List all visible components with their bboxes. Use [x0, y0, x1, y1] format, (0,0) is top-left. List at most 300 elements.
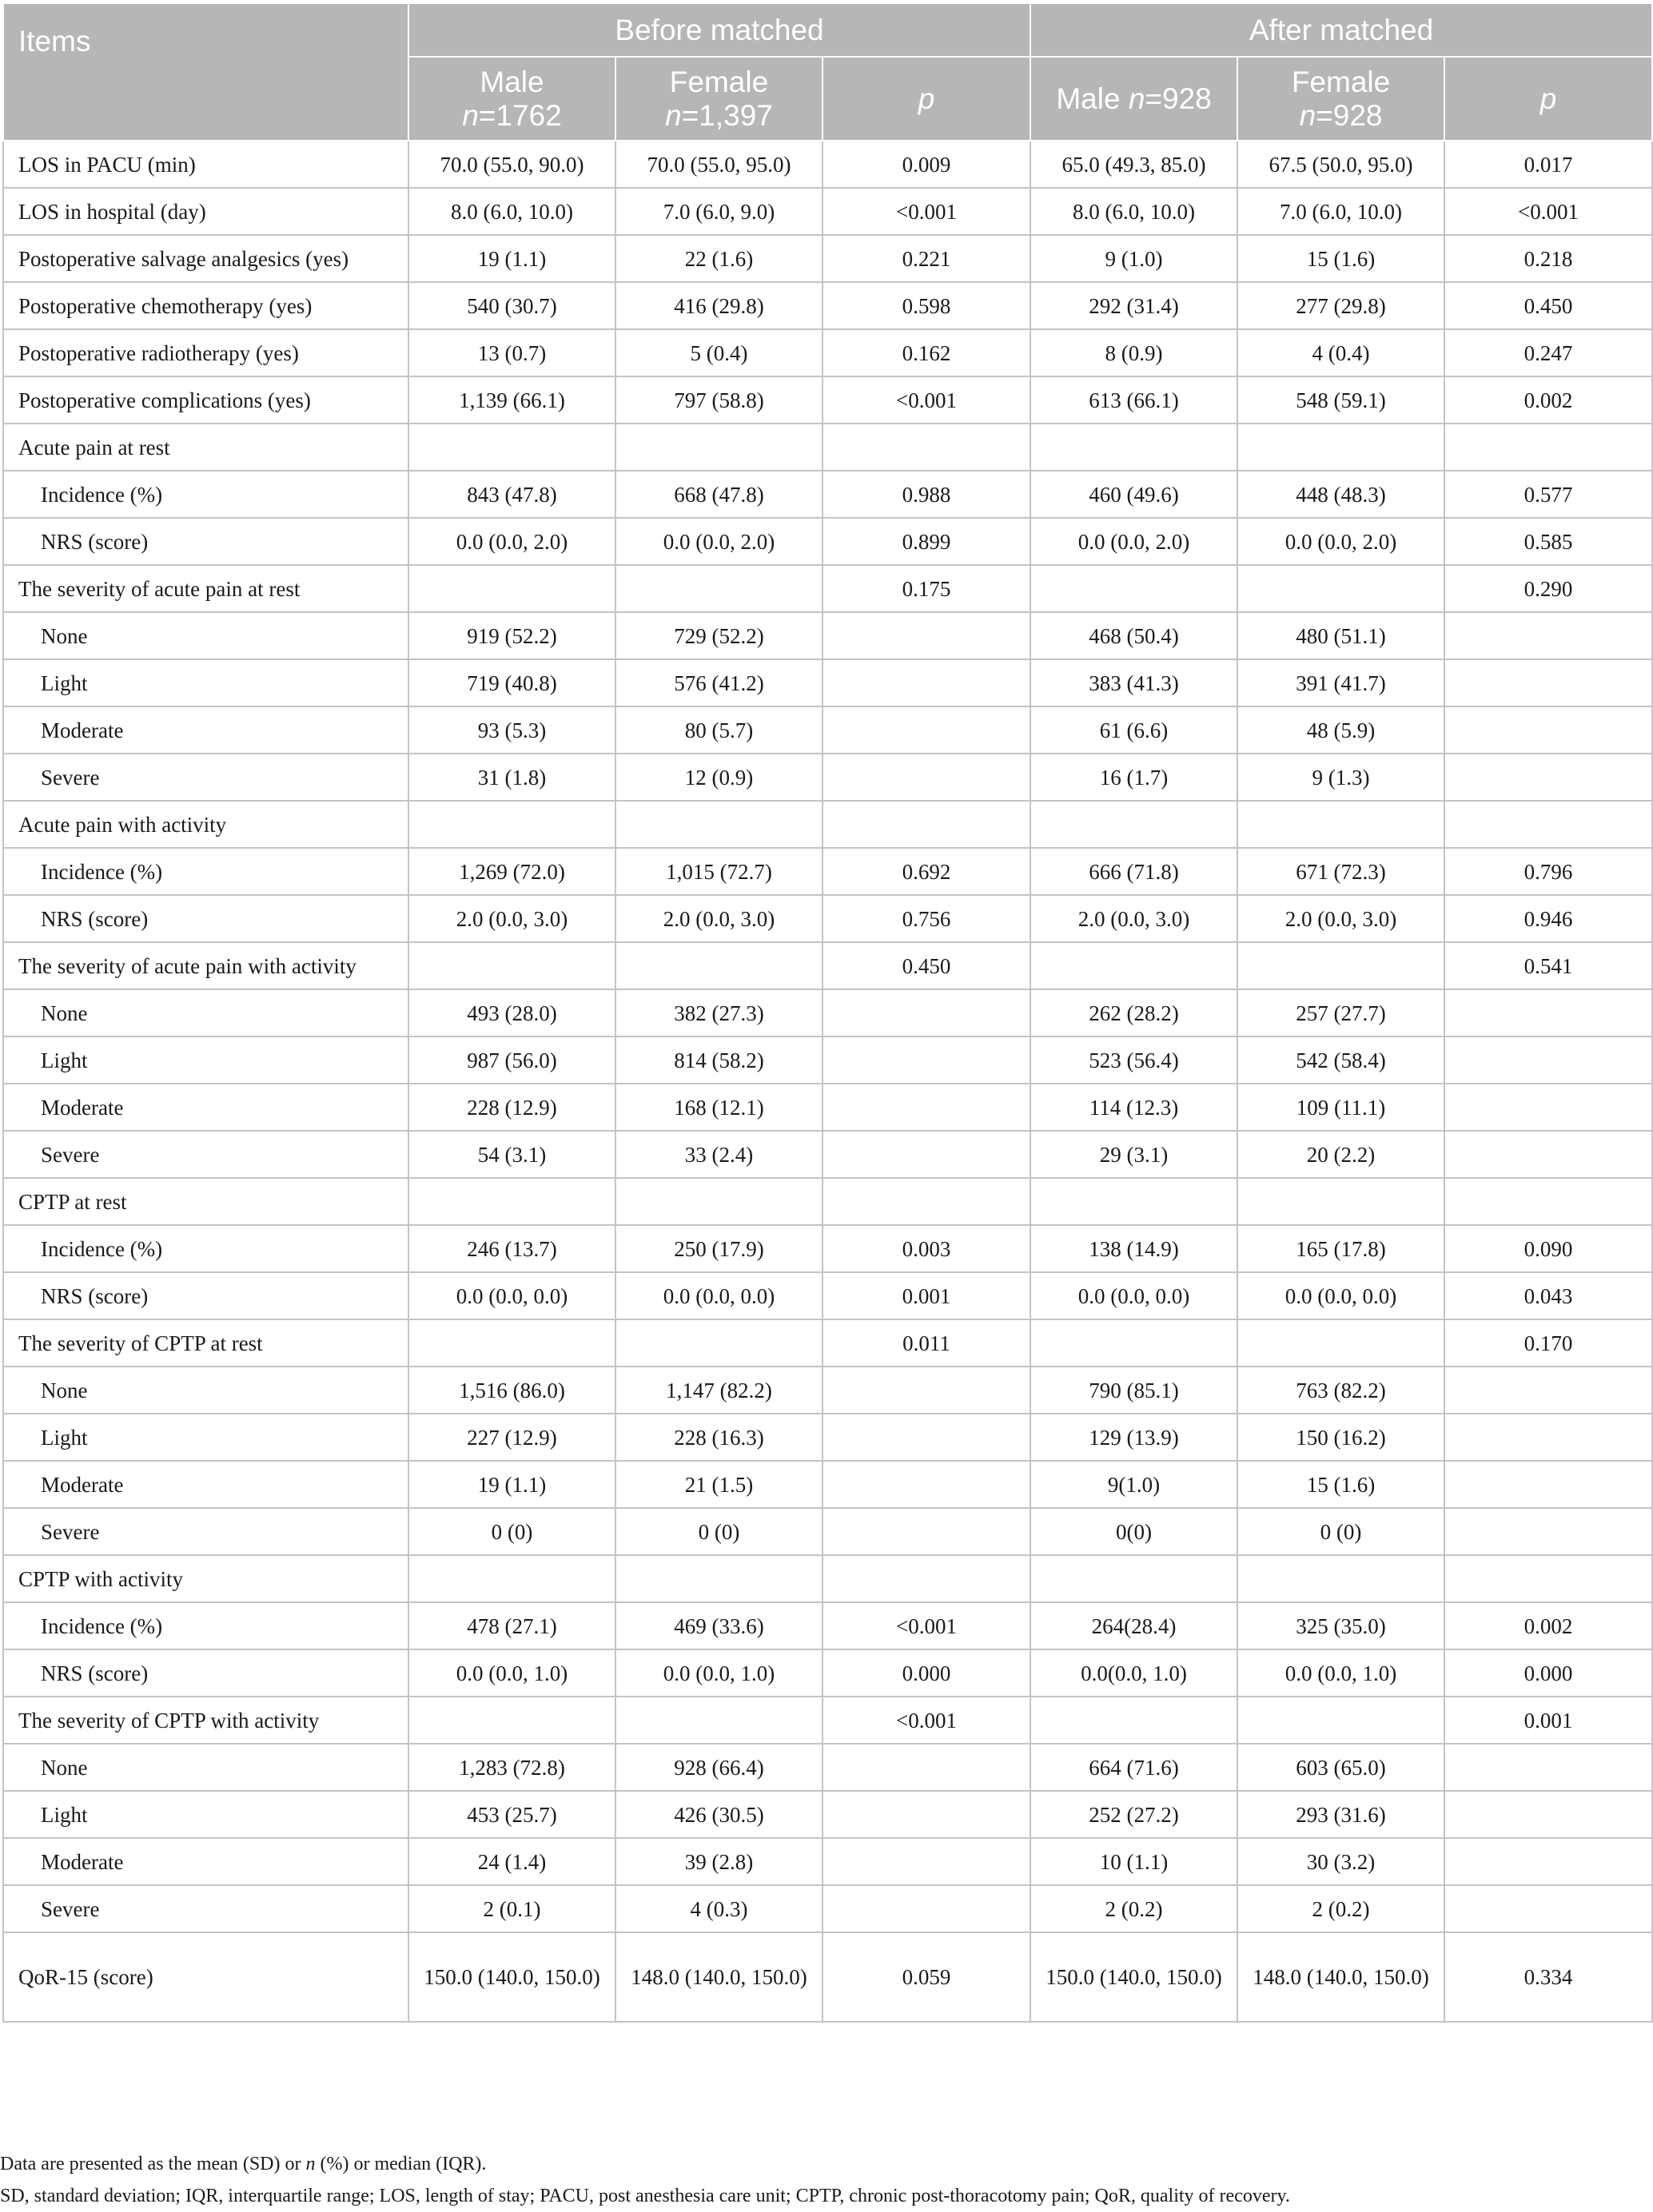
after-female-n: =928 [1316, 98, 1383, 132]
after-female-cell [1237, 1178, 1444, 1225]
after-p-cell [1444, 424, 1652, 471]
after-female-cell: 2 (0.2) [1237, 1885, 1444, 1932]
before-p-cell [823, 659, 1030, 706]
after-p-cell [1444, 801, 1652, 848]
after-male-cell: 790 (85.1) [1030, 1367, 1237, 1414]
table-row [3, 848, 1652, 895]
before-p-cell: 0.000 [823, 1649, 1030, 1697]
before-p-cell: 0.988 [823, 471, 1030, 518]
row-label: Severe [3, 754, 408, 801]
row-label: Light [3, 659, 408, 706]
after-female-cell: 0.0 (0.0, 2.0) [1237, 518, 1444, 565]
table-row [3, 1508, 1652, 1555]
before-male-label: Male [480, 65, 544, 98]
before-p-cell [823, 706, 1030, 754]
row-label: LOS in PACU (min) [3, 141, 408, 188]
after-p-cell [1444, 1555, 1652, 1602]
before-female-cell: 0.0 (0.0, 0.0) [615, 1272, 823, 1319]
before-p-cell: <0.001 [823, 188, 1030, 235]
after-p-cell: 0.170 [1444, 1319, 1652, 1367]
row-label: Moderate [3, 1461, 408, 1508]
before-female-cell: 33 (2.4) [615, 1131, 823, 1178]
before-male-cell: 843 (47.8) [408, 471, 615, 518]
row-label: Postoperative radiotherapy (yes) [3, 329, 408, 376]
row-label: NRS (score) [3, 1649, 408, 1697]
after-female-cell [1237, 942, 1444, 989]
before-male-cell [408, 942, 615, 989]
after-female-cell: 603 (65.0) [1237, 1744, 1444, 1791]
table-row [3, 235, 1652, 282]
before-male-cell [408, 1319, 615, 1367]
table-row [3, 1744, 1652, 1791]
after-p-cell: 0.043 [1444, 1272, 1652, 1319]
before-p-cell: 0.162 [823, 329, 1030, 376]
row-label: None [3, 1744, 408, 1791]
row-label: Incidence (%) [3, 1225, 408, 1272]
table-row [3, 706, 1652, 754]
after-male-cell [1030, 942, 1237, 989]
row-label: None [3, 612, 408, 659]
row-label: Incidence (%) [3, 848, 408, 895]
before-p-cell [823, 1178, 1030, 1225]
table-row [3, 801, 1652, 848]
before-female-cell: 4 (0.3) [615, 1885, 823, 1932]
before-p-cell [823, 424, 1030, 471]
row-label: NRS (score) [3, 895, 408, 942]
row-label: Postoperative salvage analgesics (yes) [3, 235, 408, 282]
after-female-cell: 15 (1.6) [1237, 235, 1444, 282]
before-p-cell [823, 1885, 1030, 1932]
before-p-cell [823, 612, 1030, 659]
results-table [2, 2, 1653, 2023]
after-female-cell [1237, 565, 1444, 612]
row-label: The severity of CPTP with activity [3, 1697, 408, 1744]
table-row [3, 188, 1652, 235]
footnote-1-n: n [305, 2154, 316, 2174]
before-p-cell [823, 1036, 1030, 1084]
after-female-cell: 4 (0.4) [1237, 329, 1444, 376]
before-p-cell [823, 1461, 1030, 1508]
after-p-cell [1444, 1036, 1652, 1084]
after-male-cell [1030, 424, 1237, 471]
after-p-cell: 0.218 [1444, 235, 1652, 282]
before-p-cell: 0.598 [823, 282, 1030, 329]
before-p-cell: 0.003 [823, 1225, 1030, 1272]
after-p-cell [1444, 1131, 1652, 1178]
after-p-cell: 0.001 [1444, 1697, 1652, 1744]
before-male-cell: 31 (1.8) [408, 754, 615, 801]
after-p-cell: 0.796 [1444, 848, 1652, 895]
row-label: Severe [3, 1885, 408, 1932]
after-male-cell [1030, 1697, 1237, 1744]
before-female-cell: 1,147 (82.2) [615, 1367, 823, 1414]
row-label: NRS (score) [3, 518, 408, 565]
before-female-cell: 250 (17.9) [615, 1225, 823, 1272]
before-female-cell: 21 (1.5) [615, 1461, 823, 1508]
row-label: Acute pain at rest [3, 424, 408, 471]
before-female-cell: 416 (29.8) [615, 282, 823, 329]
row-label: Light [3, 1036, 408, 1084]
after-male-cell [1030, 1319, 1237, 1367]
after-female-cell: 0.0 (0.0, 1.0) [1237, 1649, 1444, 1697]
before-female-cell: 814 (58.2) [615, 1036, 823, 1084]
row-label: Moderate [3, 706, 408, 754]
after-p-cell: 0.334 [1444, 1932, 1652, 2022]
row-label: None [3, 989, 408, 1036]
before-female-cell [615, 942, 823, 989]
after-p-cell: 0.585 [1444, 518, 1652, 565]
before-p-cell [823, 1508, 1030, 1555]
before-female-header [615, 57, 823, 141]
before-male-cell: 1,516 (86.0) [408, 1367, 615, 1414]
before-male-cell: 719 (40.8) [408, 659, 615, 706]
after-female-cell [1237, 424, 1444, 471]
after-male-cell: 262 (28.2) [1030, 989, 1237, 1036]
table-row [3, 1225, 1652, 1272]
after-male-cell: 10 (1.1) [1030, 1838, 1237, 1885]
table-row [3, 141, 1652, 188]
after-male-cell: 0.0 (0.0, 2.0) [1030, 518, 1237, 565]
after-male-cell: 460 (49.6) [1030, 471, 1237, 518]
after-male-cell: 613 (66.1) [1030, 376, 1237, 424]
footnote-1-suffix: (%) or median (IQR). [315, 2154, 487, 2174]
before-male-cell: 8.0 (6.0, 10.0) [408, 188, 615, 235]
after-p-cell [1444, 659, 1652, 706]
after-female-cell: 277 (29.8) [1237, 282, 1444, 329]
before-p-cell [823, 1744, 1030, 1791]
after-male-cell: 9(1.0) [1030, 1461, 1237, 1508]
after-p-cell [1444, 1461, 1652, 1508]
after-male-cell: 65.0 (49.3, 85.0) [1030, 141, 1237, 188]
before-male-cell: 24 (1.4) [408, 1838, 615, 1885]
table-row [3, 282, 1652, 329]
row-label: Moderate [3, 1084, 408, 1131]
after-male-cell: 666 (71.8) [1030, 848, 1237, 895]
before-p-cell: 0.009 [823, 141, 1030, 188]
after-female-cell: 9 (1.3) [1237, 754, 1444, 801]
after-p-label: p [1539, 82, 1557, 115]
after-female-cell [1237, 1697, 1444, 1744]
table-row [3, 989, 1652, 1036]
before-female-cell: 228 (16.3) [615, 1414, 823, 1461]
after-p-cell [1444, 1178, 1652, 1225]
after-male-cell [1030, 801, 1237, 848]
before-p-cell [823, 1367, 1030, 1414]
table-row [3, 1178, 1652, 1225]
after-p-cell: <0.001 [1444, 188, 1652, 235]
before-female-cell: 39 (2.8) [615, 1838, 823, 1885]
before-female-cell: 2.0 (0.0, 3.0) [615, 895, 823, 942]
after-male-cell: 383 (41.3) [1030, 659, 1237, 706]
before-male-cell: 93 (5.3) [408, 706, 615, 754]
before-female-n-symbol: n [665, 98, 682, 132]
before-p-cell [823, 1838, 1030, 1885]
footnote-abbreviations: SD, standard deviation; IQR, interquartile range; LOS, length of stay; PACU, post anesthesia care unit; CPTP, chronic post-thoracotomy pain; QoR, quality of recovery. [0, 2186, 1290, 2206]
before-male-cell: 228 (12.9) [408, 1084, 615, 1131]
table-row [3, 424, 1652, 471]
after-male-cell [1030, 565, 1237, 612]
after-p-cell: 0.450 [1444, 282, 1652, 329]
before-male-cell: 987 (56.0) [408, 1036, 615, 1084]
before-female-cell: 5 (0.4) [615, 329, 823, 376]
after-male-cell: 468 (50.4) [1030, 612, 1237, 659]
after-p-cell [1444, 1791, 1652, 1838]
after-p-header [1444, 57, 1652, 141]
after-female-label: Female [1291, 65, 1391, 98]
before-p-cell: <0.001 [823, 1602, 1030, 1649]
after-male-n: =928 [1145, 82, 1212, 115]
after-p-cell [1444, 1414, 1652, 1461]
before-p-cell: <0.001 [823, 1697, 1030, 1744]
before-p-cell [823, 1414, 1030, 1461]
table-row [3, 329, 1652, 376]
before-p-header [823, 57, 1030, 141]
before-female-cell: 576 (41.2) [615, 659, 823, 706]
after-male-cell: 150.0 (140.0, 150.0) [1030, 1932, 1237, 2022]
before-female-cell: 0 (0) [615, 1508, 823, 1555]
after-female-cell: 325 (35.0) [1237, 1602, 1444, 1649]
after-male-cell: 0(0) [1030, 1508, 1237, 1555]
row-label: Postoperative chemotherapy (yes) [3, 282, 408, 329]
row-label: Moderate [3, 1838, 408, 1885]
before-female-cell: 148.0 (140.0, 150.0) [615, 1932, 823, 2022]
before-matched-header: Before matched [408, 3, 1030, 57]
row-label: CPTP with activity [3, 1555, 408, 1602]
table-header [3, 3, 1652, 141]
row-label: LOS in hospital (day) [3, 188, 408, 235]
after-male-cell: 29 (3.1) [1030, 1131, 1237, 1178]
table-row [3, 1414, 1652, 1461]
before-female-cell [615, 424, 823, 471]
table-row [3, 612, 1652, 659]
before-male-cell: 19 (1.1) [408, 1461, 615, 1508]
table-row [3, 1319, 1652, 1367]
before-male-cell: 70.0 (55.0, 90.0) [408, 141, 615, 188]
before-p-cell: 0.011 [823, 1319, 1030, 1367]
after-p-cell: 0.017 [1444, 141, 1652, 188]
after-male-cell: 114 (12.3) [1030, 1084, 1237, 1131]
before-p-cell: <0.001 [823, 376, 1030, 424]
items-column-header: Items [3, 3, 408, 141]
before-female-label: Female [669, 65, 769, 98]
before-male-cell: 0.0 (0.0, 0.0) [408, 1272, 615, 1319]
before-male-cell: 540 (30.7) [408, 282, 615, 329]
before-male-cell [408, 565, 615, 612]
row-label: The severity of CPTP at rest [3, 1319, 408, 1367]
after-male-cell: 9 (1.0) [1030, 235, 1237, 282]
row-label: Postoperative complications (yes) [3, 376, 408, 424]
before-male-cell [408, 424, 615, 471]
after-p-cell [1444, 706, 1652, 754]
row-label: Light [3, 1791, 408, 1838]
after-male-cell: 16 (1.7) [1030, 754, 1237, 801]
after-female-cell: 20 (2.2) [1237, 1131, 1444, 1178]
after-p-cell [1444, 1084, 1652, 1131]
before-female-cell: 426 (30.5) [615, 1791, 823, 1838]
table-row [3, 1697, 1652, 1744]
after-female-cell: 448 (48.3) [1237, 471, 1444, 518]
table-row [3, 1367, 1652, 1414]
header-row-groups [3, 3, 1652, 57]
table-row [3, 1885, 1652, 1932]
before-p-cell: 0.175 [823, 565, 1030, 612]
before-female-cell [615, 565, 823, 612]
table-row [3, 376, 1652, 424]
after-female-cell: 48 (5.9) [1237, 706, 1444, 754]
before-p-label: p [918, 82, 935, 115]
after-female-cell: 148.0 (140.0, 150.0) [1237, 1932, 1444, 2022]
before-female-cell: 168 (12.1) [615, 1084, 823, 1131]
before-p-cell: 0.756 [823, 895, 1030, 942]
after-p-cell: 0.247 [1444, 329, 1652, 376]
after-p-cell [1444, 1367, 1652, 1414]
before-male-cell: 919 (52.2) [408, 612, 615, 659]
after-male-cell: 8.0 (6.0, 10.0) [1030, 188, 1237, 235]
after-p-cell: 0.577 [1444, 471, 1652, 518]
before-male-cell: 150.0 (140.0, 150.0) [408, 1932, 615, 2022]
before-male-cell: 54 (3.1) [408, 1131, 615, 1178]
after-female-cell: 763 (82.2) [1237, 1367, 1444, 1414]
after-p-cell: 0.002 [1444, 376, 1652, 424]
after-female-cell: 542 (58.4) [1237, 1036, 1444, 1084]
before-male-cell: 19 (1.1) [408, 235, 615, 282]
before-male-cell: 246 (13.7) [408, 1225, 615, 1272]
before-female-cell: 729 (52.2) [615, 612, 823, 659]
after-male-cell: 0.0 (0.0, 0.0) [1030, 1272, 1237, 1319]
row-label: NRS (score) [3, 1272, 408, 1319]
table-row [3, 1131, 1652, 1178]
after-female-cell: 548 (59.1) [1237, 376, 1444, 424]
before-male-cell: 0.0 (0.0, 2.0) [408, 518, 615, 565]
row-label: CPTP at rest [3, 1178, 408, 1225]
table-row [3, 518, 1652, 565]
table-row [3, 1461, 1652, 1508]
table-row [3, 1791, 1652, 1838]
before-female-cell: 0.0 (0.0, 1.0) [615, 1649, 823, 1697]
before-male-cell: 493 (28.0) [408, 989, 615, 1036]
after-male-cell: 523 (56.4) [1030, 1036, 1237, 1084]
before-female-cell: 22 (1.6) [615, 235, 823, 282]
row-label: Incidence (%) [3, 471, 408, 518]
before-male-n-symbol: n [462, 98, 479, 132]
table-footnotes [0, 2148, 1653, 2212]
after-female-cell: 480 (51.1) [1237, 612, 1444, 659]
after-p-cell: 0.541 [1444, 942, 1652, 989]
after-male-header [1030, 57, 1237, 141]
before-male-cell: 453 (25.7) [408, 1791, 615, 1838]
table-row [3, 1036, 1652, 1084]
after-female-cell: 257 (27.7) [1237, 989, 1444, 1036]
results-table-container [2, 2, 1651, 2023]
before-male-cell: 0.0 (0.0, 1.0) [408, 1649, 615, 1697]
after-male-cell: 292 (31.4) [1030, 282, 1237, 329]
after-male-cell: 264(28.4) [1030, 1602, 1237, 1649]
after-p-cell [1444, 754, 1652, 801]
before-male-cell [408, 1178, 615, 1225]
before-female-cell: 797 (58.8) [615, 376, 823, 424]
table-row [3, 1555, 1652, 1602]
after-male-n-symbol: n [1128, 82, 1145, 115]
before-p-cell [823, 1555, 1030, 1602]
after-p-cell [1444, 989, 1652, 1036]
after-male-cell: 138 (14.9) [1030, 1225, 1237, 1272]
after-p-cell: 0.000 [1444, 1649, 1652, 1697]
after-male-cell: 61 (6.6) [1030, 706, 1237, 754]
after-female-cell: 150 (16.2) [1237, 1414, 1444, 1461]
after-female-cell: 671 (72.3) [1237, 848, 1444, 895]
after-male-cell: 2 (0.2) [1030, 1885, 1237, 1932]
before-p-cell [823, 989, 1030, 1036]
table-row [3, 1649, 1652, 1697]
before-female-cell: 382 (27.3) [615, 989, 823, 1036]
after-female-cell [1237, 1555, 1444, 1602]
before-female-cell [615, 1319, 823, 1367]
before-p-cell: 0.899 [823, 518, 1030, 565]
before-female-cell: 668 (47.8) [615, 471, 823, 518]
row-label: Severe [3, 1508, 408, 1555]
row-label: QoR-15 (score) [3, 1932, 408, 2022]
after-p-cell: 0.290 [1444, 565, 1652, 612]
table-row [3, 754, 1652, 801]
after-male-cell: 0.0(0.0, 1.0) [1030, 1649, 1237, 1697]
before-p-cell: 0.221 [823, 235, 1030, 282]
before-female-cell: 7.0 (6.0, 9.0) [615, 188, 823, 235]
before-female-cell: 12 (0.9) [615, 754, 823, 801]
after-female-cell: 2.0 (0.0, 3.0) [1237, 895, 1444, 942]
before-male-cell: 0 (0) [408, 1508, 615, 1555]
before-male-cell [408, 801, 615, 848]
table-row [3, 1838, 1652, 1885]
after-female-cell: 293 (31.6) [1237, 1791, 1444, 1838]
table-row [3, 942, 1652, 989]
before-female-cell: 469 (33.6) [615, 1602, 823, 1649]
before-female-cell: 80 (5.7) [615, 706, 823, 754]
before-male-cell [408, 1697, 615, 1744]
row-label: None [3, 1367, 408, 1414]
before-female-cell [615, 1555, 823, 1602]
after-male-cell: 252 (27.2) [1030, 1791, 1237, 1838]
after-female-cell: 109 (11.1) [1237, 1084, 1444, 1131]
before-female-cell: 0.0 (0.0, 2.0) [615, 518, 823, 565]
before-male-cell: 2 (0.1) [408, 1885, 615, 1932]
before-p-cell: 0.450 [823, 942, 1030, 989]
table-row [3, 1084, 1652, 1131]
after-p-cell: 0.002 [1444, 1602, 1652, 1649]
after-female-n-symbol: n [1299, 98, 1316, 132]
before-p-cell: 0.059 [823, 1932, 1030, 2022]
table-body [3, 141, 1652, 2022]
after-male-cell: 2.0 (0.0, 3.0) [1030, 895, 1237, 942]
before-p-cell: 0.001 [823, 1272, 1030, 1319]
after-female-cell: 0 (0) [1237, 1508, 1444, 1555]
after-p-cell: 0.090 [1444, 1225, 1652, 1272]
before-p-cell [823, 1084, 1030, 1131]
after-p-cell [1444, 1744, 1652, 1791]
after-p-cell [1444, 612, 1652, 659]
before-male-cell: 1,139 (66.1) [408, 376, 615, 424]
after-female-cell: 165 (17.8) [1237, 1225, 1444, 1272]
after-male-cell [1030, 1555, 1237, 1602]
after-p-cell [1444, 1885, 1652, 1932]
after-female-cell: 391 (41.7) [1237, 659, 1444, 706]
before-female-cell: 70.0 (55.0, 95.0) [615, 141, 823, 188]
table-row [3, 565, 1652, 612]
before-p-cell [823, 801, 1030, 848]
before-p-cell [823, 1791, 1030, 1838]
table-row [3, 659, 1652, 706]
footnote-data-presentation [0, 2148, 1653, 2180]
after-female-cell: 15 (1.6) [1237, 1461, 1444, 1508]
